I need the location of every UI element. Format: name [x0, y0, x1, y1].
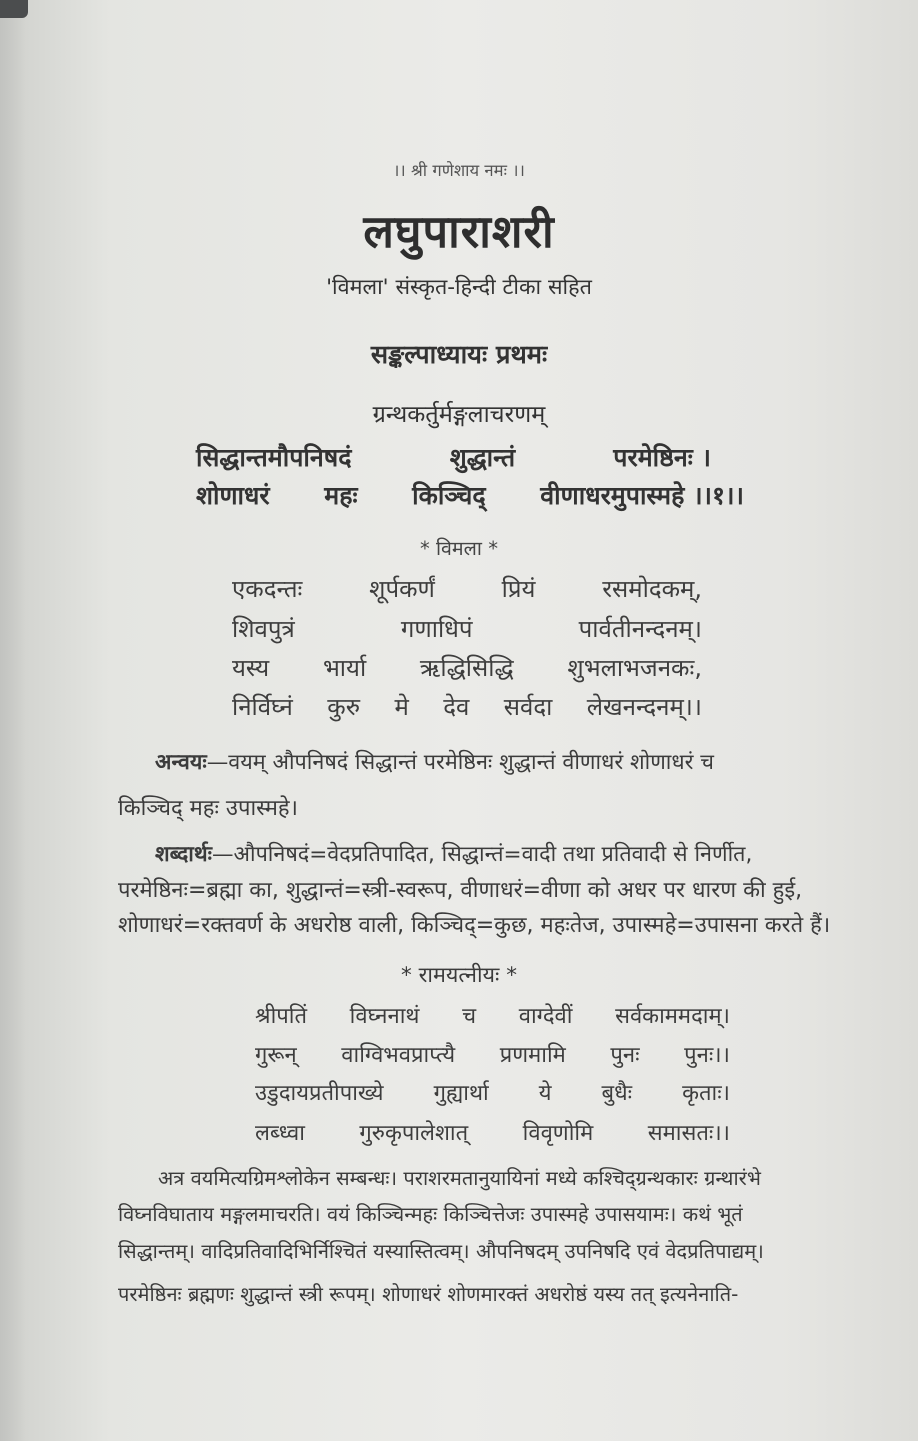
verse-line-1 [196, 440, 711, 474]
mangala-heading: ग्रन्थकर्तुर्मङ्गलाचरणम् [372, 400, 546, 428]
anvaya-text: —वयम् औपनिषदं सिद्धान्तं परमेष्ठिनः शुद्धान्तं वीणाधरं शोणाधरं च [206, 750, 714, 775]
vimala-line-1 [232, 572, 702, 605]
shloka-word: गुह्यार्था [433, 1081, 489, 1106]
shloka-word: प्रणमामि [499, 1043, 566, 1068]
shloka-word: भार्या [322, 654, 367, 682]
ramayatniya-line-1 [255, 1000, 730, 1030]
shloka-word: विवृणोमि [522, 1121, 594, 1146]
shloka-word: यस्य [232, 654, 270, 682]
shloka-word: रसमोदकम्, [602, 575, 702, 603]
shloka-word: कृताः। [682, 1081, 730, 1106]
shloka-word: च [462, 1004, 477, 1029]
shloka-word: पुनः [610, 1043, 640, 1068]
ramayatniya-line-2 [255, 1039, 730, 1069]
verse-word: वीणाधरमुपास्महे ।।१।। [540, 481, 744, 510]
anvaya-line-1 [155, 747, 915, 776]
commentary-line-1: अत्र वयमित्यग्रिमश्लोकेन सम्बन्धः। पराशरमतानुयायिनां मध्ये कश्चिद्ग्रन्थकारः ग्रन्थारंभे [158, 1166, 761, 1190]
shloka-word: शुभलाभजनकः, [567, 654, 702, 682]
shloka-word: ये [538, 1081, 552, 1106]
shloka-word: लब्ध्वा [255, 1121, 305, 1146]
verse-word: सिद्धान्तमौपनिषदं [196, 443, 352, 472]
shloka-word: देव [443, 693, 470, 721]
shloka-word: समासतः।। [647, 1121, 730, 1146]
vimala-line-2 [232, 612, 702, 645]
shloka-word: गुरून् [255, 1043, 297, 1068]
shloka-word: मे [394, 693, 409, 721]
shloka-word: वाग्विभवप्राप्त्यै [341, 1043, 456, 1068]
shloka-word: शूर्पकर्णं [369, 575, 435, 603]
shabdartha-line-2: परमेष्ठिनः=ब्रह्मा का, शुद्धान्तं=स्त्री-स्वरूप, वीणाधरं=वीणा को अधर पर धारण की हुई, [118, 878, 803, 903]
book-subtitle: 'विमला' संस्कृत-हिन्दी टीका सहित [326, 275, 592, 300]
book-title: लघुपाराशरी [363, 205, 555, 258]
commentary-line-2: विघ्नविघाताय मङ्गलमाचरति। वयं किञ्चिन्महः किञ्चित्तेजः उपास्महे उपासयामः। कथं भूतं [118, 1202, 743, 1226]
chapter-heading: सङ्कल्पाध्यायः प्रथमः [370, 340, 548, 370]
ramayatniya-line-3 [255, 1077, 730, 1107]
vimala-heading: * विमला * [419, 537, 499, 560]
shloka-word: प्रियं [501, 575, 536, 603]
shloka-word: सर्वकाममदाम्। [615, 1004, 730, 1029]
anvaya-line-2: किञ्चिद् महः उपास्महे। [118, 796, 298, 821]
verse-word: शोणाधरं [196, 481, 270, 510]
shabdartha-text: —औपनिषदं=वेदप्रतिपादित, सिद्धान्तं=वादी तथा प्रतिवादी से निर्णीत, [211, 842, 753, 867]
shabdartha-label: शब्दार्थः [155, 842, 212, 867]
anvaya-label: अन्वयः [155, 750, 207, 775]
shloka-word: लेखनन्दनम्।। [586, 693, 702, 721]
vimala-line-4 [232, 690, 702, 723]
shloka-word: निर्विघ्नं [232, 693, 293, 721]
shloka-word: पार्वतीनन्दनम्। [578, 615, 702, 643]
shloka-word: विघ्ननाथं [349, 1004, 420, 1029]
page-corner-shadow [0, 0, 28, 18]
verse-word: महः [324, 481, 358, 510]
verse-word: किञ्चिद् [412, 481, 486, 510]
shloka-word: सर्वदा [503, 693, 553, 721]
shabdartha-line-3: शोणाधरं=रक्तवर्ण के अधरोष्ठ वाली, किञ्चिद्=कुछ, महःतेज, उपास्महे=उपासना करते हैं। [118, 913, 831, 938]
shloka-word: कुरु [327, 693, 361, 721]
shloka-word: गणाधिपं [400, 615, 473, 643]
verse-word: परमेष्ठिनः । [613, 443, 711, 472]
invocation-line: ।। श्री गणेशाय नमः ।। [393, 161, 525, 180]
shloka-word: एकदन्तः [232, 575, 303, 603]
commentary-line-4: परमेष्ठिनः ब्रह्मणः शुद्धान्तं स्त्री रूपम्। शोणाधरं शोणमारक्तं अधरोष्ठं यस्य तत् इत्यनेनाति- [118, 1282, 739, 1306]
shloka-word: शिवपुत्रं [232, 615, 295, 643]
vimala-line-3 [232, 651, 702, 684]
shabdartha-line-1 [155, 839, 915, 868]
verse-word: शुद्धान्तं [449, 443, 516, 472]
shloka-word: बुधैः [601, 1081, 633, 1106]
shloka-word: वाग्देवीं [518, 1004, 573, 1029]
verse-line-2 [196, 478, 744, 512]
ramayatniya-heading: * रामयत्नीयः * [400, 963, 518, 988]
shloka-word: श्रीपतिं [255, 1004, 308, 1029]
shloka-word: उडुदायप्रतीपाख्ये [255, 1081, 384, 1106]
shloka-word: पुनः।। [684, 1043, 730, 1068]
ramayatniya-line-4 [255, 1117, 730, 1147]
commentary-line-3: सिद्धान्तम्। वादिप्रतिवादिभिर्निश्चितं यस्यास्तित्वम्। औपनिषदम् उपनिषदि एवं वेदप्रतिपाद्यम्। [118, 1239, 764, 1263]
shloka-word: गुरुकृपालेशात् [359, 1121, 469, 1146]
shloka-word: ऋद्धिसिद्धि [419, 654, 514, 682]
